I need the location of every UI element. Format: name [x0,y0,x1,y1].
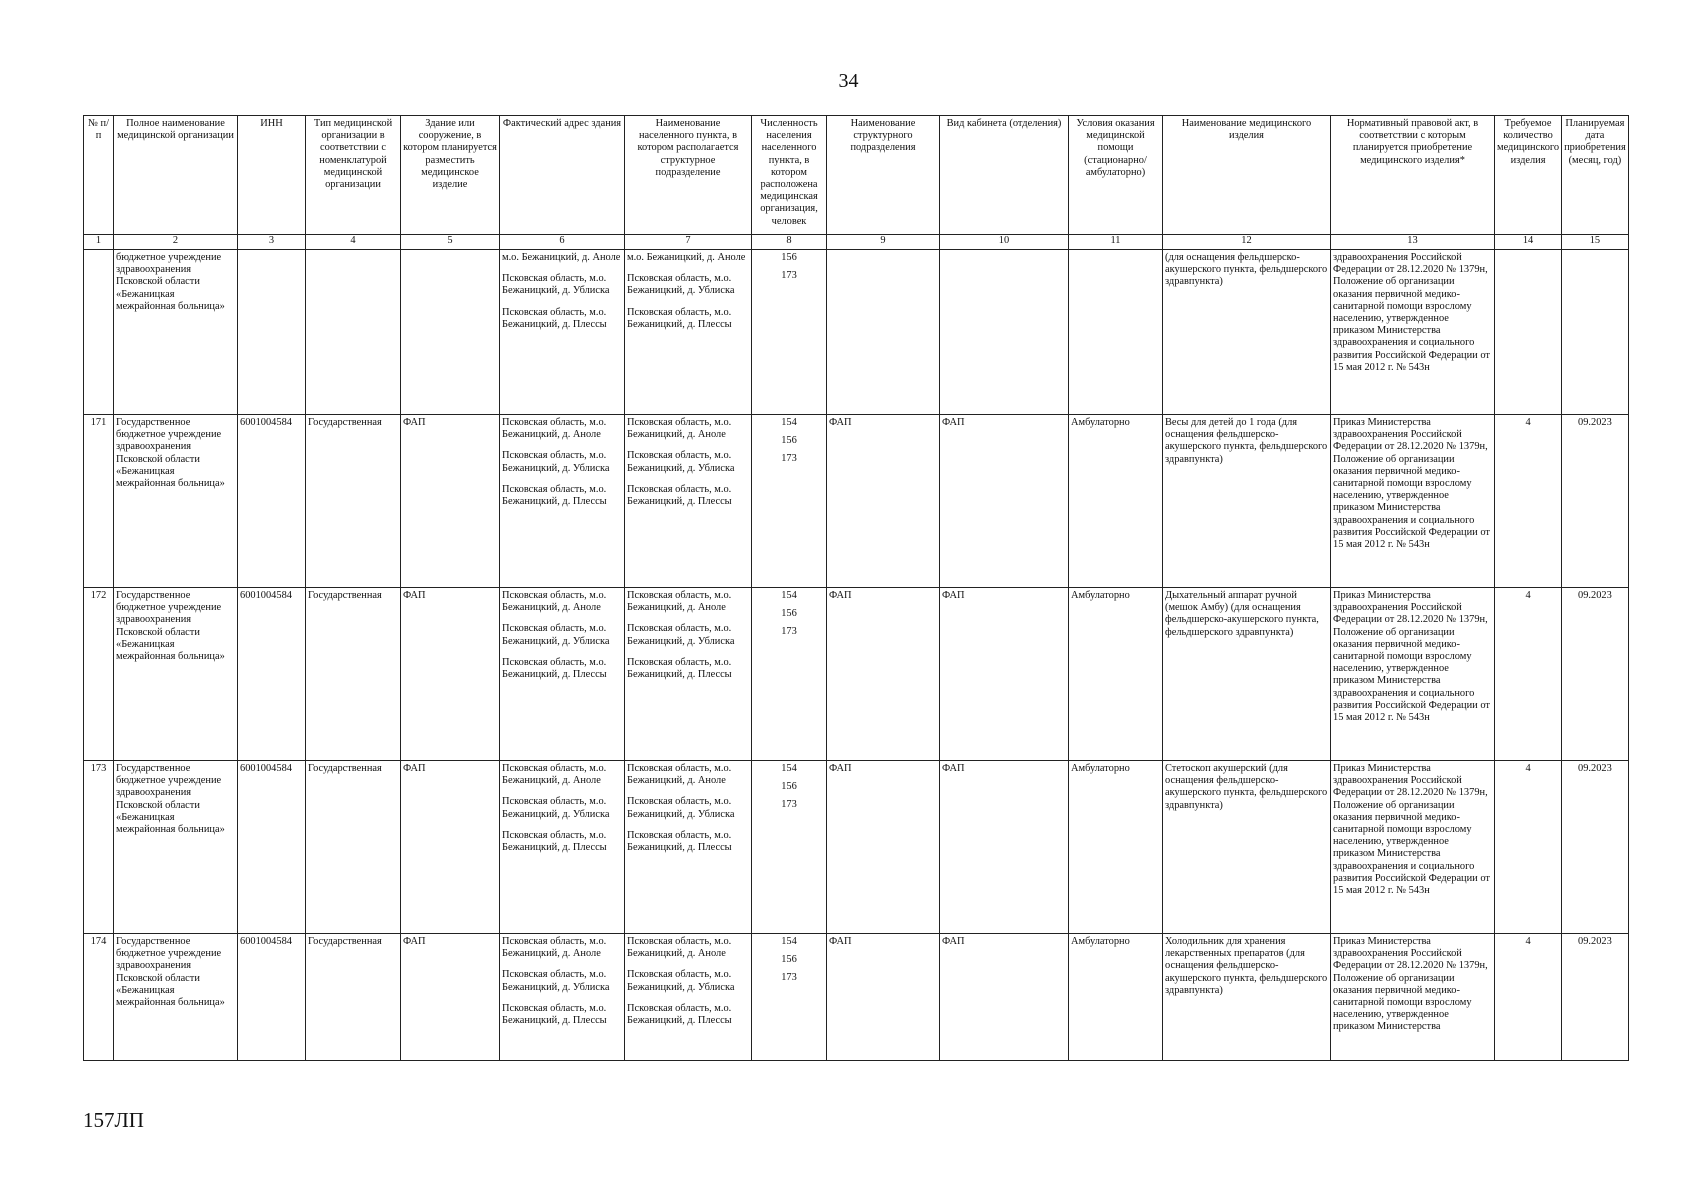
conditions-cell [1069,250,1163,415]
cabinet-cell: ФАП [940,588,1069,761]
settlement-line: Псковская область, м.о. Бежаницкий, д. Ублиска [627,796,735,820]
quantity-cell: 4 [1495,588,1562,761]
date-cell: 09.2023 [1562,588,1629,761]
conditions-cell: Амбулаторно [1069,588,1163,761]
unit-cell [827,250,940,415]
table-row [84,934,1629,1061]
row-number-cell: 171 [84,415,114,588]
address-line: Псковская область, м.о. Бежаницкий, д. Аноле [502,417,607,441]
device-cell: (для оснащения фельдшерско-акушерского пункта, фельдшерского здравпункта) [1163,250,1331,415]
table-row [84,588,1629,761]
inn-cell [238,250,306,415]
date-cell: 09.2023 [1562,761,1629,934]
settlement-line: Псковская область, м.о. Бежаницкий, д. Аноле [627,417,732,441]
header-row [84,116,1629,235]
conditions-cell: Амбулаторно [1069,934,1163,1061]
page-number: 34 [838,70,859,92]
conditions-cell: Амбулаторно [1069,415,1163,588]
header-cell: Нормативный правовой акт, в соответствии с которым планируется приобретение медицинского изделия* [1331,116,1495,235]
unit-cell: ФАП [827,934,940,1061]
settlement-line: Псковская область, м.о. Бежаницкий, д. Аноле [627,590,732,614]
device-cell: Весы для детей до 1 года (для оснащения фельдшерско-акушерского пункта, фельдшерского здравпункта) [1163,415,1331,588]
column-number: 7 [625,235,752,250]
settlement-line: Псковская область, м.о. Бежаницкий, д. Аноле [627,936,732,960]
address-line: Псковская область, м.о. Бежаницкий, д. Плессы [502,656,607,681]
legal-act-cell: Приказ Министерства здравоохранения Российской Федерации от 28.12.2020 № 1379н, Положение об организации оказания первичной медико-санитарной помощи взрослому населению, утвержденное приказом Министерства здравоохранения и социального развития Российской Федерации от 15 мая 2012 г. № 543н [1331,761,1495,934]
column-number: 12 [1163,235,1331,250]
org-name-cell: Государственное бюджетное учреждение здравоохранения Псковской области «Бежаницкая межрайонная больница» [114,761,238,934]
settlement-line: Псковская область, м.о. Бежаницкий, д. Ублиска [627,969,735,993]
population-cell [752,761,827,934]
legal-act-cell: Приказ Министерства здравоохранения Российской Федерации от 28.12.2020 № 1379н, Положение об организации оказания первичной медико-санитарной помощи взрослому населению, утвержденное приказом Министерства здравоохранения и социального развития Российской Федерации от 15 мая 2012 г. № 543н [1331,588,1495,761]
settlement-line: Псковская область, м.о. Бежаницкий, д. Плессы [627,829,732,854]
column-number: 10 [940,235,1069,250]
address-line: Псковская область, м.о. Бежаницкий, д. Ублиска [502,623,610,647]
inn-cell: 6001004584 [238,934,306,1061]
document-code: 157ЛП [83,1108,144,1132]
population-cell [752,934,827,1061]
column-number: 2 [114,235,238,250]
legal-act-cell: здравоохранения Российской Федерации от 28.12.2020 № 1379н, Положение об организации оказания первичной медико-санитарной помощи взрослому населению, утвержденное приказом Министерства здравоохранения и социального развития Российской Федерации от 15 мая 2012 г. № 543н [1331,250,1495,415]
population-value: 154 [781,417,797,428]
device-cell: Дыхательный аппарат ручной (мешок Амбу) (для оснащения фельдшерско-акушерского пункта, фельдшерского здравпункта) [1163,588,1331,761]
population-value: 156 [781,435,797,447]
header-cell: Требуемое количество медицинского изделия [1495,116,1562,235]
population-cell [752,415,827,588]
address-line: Псковская область, м.о. Бежаницкий, д. Плессы [502,829,607,854]
population-cell [752,588,827,761]
column-number: 11 [1069,235,1163,250]
unit-cell: ФАП [827,761,940,934]
conditions-cell: Амбулаторно [1069,761,1163,934]
row-number-cell: 174 [84,934,114,1061]
org-type-cell: Государственная [306,934,401,1061]
quantity-cell: 4 [1495,934,1562,1061]
device-cell: Холодильник для хранения лекарственных препаратов (для оснащения фельдшерско-акушерского пункта, фельдшерского здравпункта) [1163,934,1331,1061]
inn-cell: 6001004584 [238,761,306,934]
legal-act-cell: Приказ Министерства здравоохранения Российской Федерации от 28.12.2020 № 1379н, Положение об организации оказания первичной медико-санитарной помощи взрослому населению, утвержденное приказом Министерства [1331,934,1495,1061]
address-cell [500,588,625,761]
population-value: 156 [781,252,797,263]
org-type-cell: Государственная [306,761,401,934]
address-line: Псковская область, м.о. Бежаницкий, д. Плессы [502,483,607,508]
address-cell [500,250,625,415]
org-type-cell: Государственная [306,588,401,761]
column-number: 13 [1331,235,1495,250]
address-line: Псковская область, м.о. Бежаницкий, д. Плессы [502,306,607,330]
quantity-cell: 4 [1495,761,1562,934]
column-number: 5 [401,235,500,250]
header-cell: Условия оказания медицинской помощи (стационарно/ амбулаторно) [1069,116,1163,235]
column-number: 14 [1495,235,1562,250]
cabinet-cell: ФАП [940,415,1069,588]
date-cell: 09.2023 [1562,415,1629,588]
header-cell: Полное наименование медицинской организации [114,116,238,235]
header-cell: Тип медицинской организации в соответствии с номенклатурой медицинской организации [306,116,401,235]
settlement-line: Псковская область, м.о. Бежаницкий, д. Ублиска [627,273,735,297]
date-cell [1562,250,1629,415]
column-number: 3 [238,235,306,250]
column-number: 4 [306,235,401,250]
column-number: 8 [752,235,827,250]
column-number: 6 [500,235,625,250]
building-cell: ФАП [401,934,500,1061]
column-number: 9 [827,235,940,250]
header-cell: Здание или сооружение, в котором планируется разместить медицинское изделие [401,116,500,235]
cabinet-cell: ФАП [940,761,1069,934]
address-line: Псковская область, м.о. Бежаницкий, д. Аноле [502,590,607,614]
date-cell: 09.2023 [1562,934,1629,1061]
device-cell: Стетоскоп акушерский (для оснащения фельдшерско-акушерского пункта, фельдшерского здравпункта) [1163,761,1331,934]
cabinet-cell: ФАП [940,934,1069,1061]
table-row [84,761,1629,934]
quantity-cell [1495,250,1562,415]
building-cell [401,250,500,415]
population-value: 154 [781,936,797,947]
building-cell: ФАП [401,761,500,934]
population-value: 173 [781,453,797,465]
population-value: 173 [781,972,797,984]
org-name-cell: Государственное бюджетное учреждение здравоохранения Псковской области «Бежаницкая межрайонная больница» [114,588,238,761]
population-cell [752,250,827,415]
column-number: 15 [1562,235,1629,250]
address-cell [500,761,625,934]
population-value: 156 [781,608,797,620]
settlement-line: Псковская область, м.о. Бежаницкий, д. Плессы [627,656,732,681]
settlement-line: Псковская область, м.о. Бежаницкий, д. Ублиска [627,623,735,647]
settlement-cell [625,250,752,415]
row-number-cell: 172 [84,588,114,761]
settlement-line: Псковская область, м.о. Бежаницкий, д. Плессы [627,306,732,330]
population-value: 173 [781,270,797,282]
unit-cell: ФАП [827,588,940,761]
population-value: 156 [781,781,797,793]
org-name-cell: бюджетное учреждение здравоохранения Псковской области «Бежаницкая межрайонная больница» [114,250,238,415]
header-cell: Наименование структурного подразделения [827,116,940,235]
address-line: Псковская область, м.о. Бежаницкий, д. Плессы [502,1002,607,1027]
address-line: Псковская область, м.о. Бежаницкий, д. Ублиска [502,273,610,297]
equipment-table [83,115,1629,1061]
inn-cell: 6001004584 [238,588,306,761]
org-type-cell: Государственная [306,415,401,588]
settlement-cell [625,761,752,934]
address-line: м.о. Бежаницкий, д. Аноле [502,252,621,263]
settlement-cell [625,588,752,761]
settlement-line: Псковская область, м.о. Бежаницкий, д. Плессы [627,1002,732,1027]
header-cell: Фактический адрес здания [500,116,625,235]
inn-cell: 6001004584 [238,415,306,588]
address-line: Псковская область, м.о. Бежаницкий, д. Аноле [502,763,607,787]
cabinet-cell [940,250,1069,415]
settlement-cell [625,934,752,1061]
org-name-cell: Государственное бюджетное учреждение здравоохранения Псковской области «Бежаницкая межрайонная больница» [114,934,238,1061]
org-type-cell [306,250,401,415]
address-line: Псковская область, м.о. Бежаницкий, д. Ублиска [502,969,610,993]
quantity-cell: 4 [1495,415,1562,588]
header-cell: № п/п [84,116,114,235]
population-value: 156 [781,954,797,966]
settlement-line: Псковская область, м.о. Бежаницкий, д. Ублиска [627,450,735,474]
column-number: 1 [84,235,114,250]
column-number-row [84,235,1629,250]
table-row [84,415,1629,588]
settlement-line: м.о. Бежаницкий, д. Аноле [627,252,746,263]
building-cell: ФАП [401,588,500,761]
population-value: 154 [781,763,797,774]
address-cell [500,415,625,588]
population-value: 173 [781,626,797,638]
building-cell: ФАП [401,415,500,588]
address-cell [500,934,625,1061]
header-cell: Планируемая дата приобретения (месяц, год) [1562,116,1629,235]
row-number-cell: 173 [84,761,114,934]
header-cell: ИНН [238,116,306,235]
population-value: 173 [781,799,797,811]
address-line: Псковская область, м.о. Бежаницкий, д. Аноле [502,936,607,960]
table-row-continuation [84,250,1629,415]
settlement-cell [625,415,752,588]
settlement-line: Псковская область, м.о. Бежаницкий, д. Аноле [627,763,732,787]
settlement-line: Псковская область, м.о. Бежаницкий, д. Плессы [627,483,732,508]
unit-cell: ФАП [827,415,940,588]
row-number-cell [84,250,114,415]
address-line: Псковская область, м.о. Бежаницкий, д. Ублиска [502,450,610,474]
header-cell: Наименование населенного пункта, в котором располагается структурное подразделение [625,116,752,235]
org-name-cell: Государственное бюджетное учреждение здравоохранения Псковской области «Бежаницкая межрайонная больница» [114,415,238,588]
header-cell: Наименование медицинского изделия [1163,116,1331,235]
header-cell: Численность населения населенного пункта, в котором расположена медицинская организация, человек [752,116,827,235]
legal-act-cell: Приказ Министерства здравоохранения Российской Федерации от 28.12.2020 № 1379н, Положение об организации оказания первичной медико-санитарной помощи взрослому населению, утвержденное приказом Министерства здравоохранения и социального развития Российской Федерации от 15 мая 2012 г. № 543н [1331,415,1495,588]
population-value: 154 [781,590,797,601]
header-cell: Вид кабинета (отделения) [940,116,1069,235]
address-line: Псковская область, м.о. Бежаницкий, д. Ублиска [502,796,610,820]
